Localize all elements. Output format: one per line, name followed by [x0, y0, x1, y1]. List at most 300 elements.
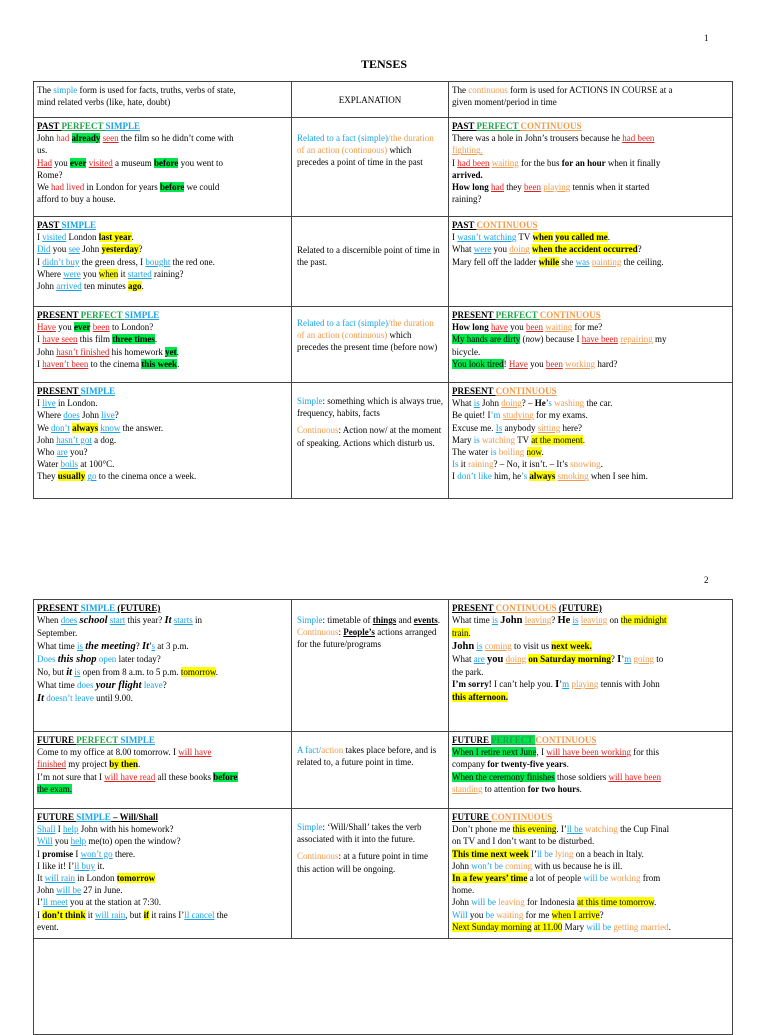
- text-run: tomorrow: [116, 873, 156, 884]
- text-run: watching: [584, 824, 618, 835]
- text-run: John: [500, 615, 523, 627]
- text-run: visited: [88, 157, 113, 168]
- cell-line-heading: [452, 734, 729, 746]
- text-run: is: [492, 615, 499, 626]
- text-run: doing: [501, 398, 522, 409]
- cell-line: [452, 243, 729, 255]
- text-run: ?: [599, 909, 604, 920]
- present-continuous-cell: [449, 383, 733, 499]
- cell-line: [452, 848, 729, 860]
- cell-line: [452, 422, 729, 434]
- text-run: for this: [630, 747, 659, 758]
- text-run: a lot of people: [527, 873, 584, 884]
- text-run: PERFECT: [491, 735, 536, 745]
- text-run: What time: [37, 640, 77, 651]
- text-run: I: [617, 653, 622, 665]
- cell-line-heading: [37, 602, 288, 614]
- text-run: TV: [516, 232, 533, 243]
- text-run: is: [490, 447, 497, 458]
- text-run: tennis with John: [598, 679, 660, 690]
- text-run: ? – No, it isn’t. – It’s: [493, 459, 571, 470]
- text-run: if: [143, 909, 150, 920]
- cell-line: [452, 640, 729, 653]
- cell-line: [452, 627, 729, 639]
- cell-line: [452, 470, 729, 482]
- text-run: company: [452, 759, 488, 770]
- cell-line: [452, 193, 729, 205]
- text-run: John: [37, 133, 57, 144]
- text-run: here?: [560, 422, 582, 433]
- text-run: Simple: [297, 822, 323, 832]
- text-run: sitting: [537, 422, 561, 433]
- text-run: is: [473, 434, 480, 445]
- text-run: waiting: [491, 157, 519, 168]
- text-run: continuous: [468, 85, 508, 95]
- explanation-text: [297, 317, 443, 354]
- cell-line: [37, 848, 288, 860]
- text-run: doing: [509, 244, 530, 255]
- present-explanation: [292, 383, 449, 499]
- cell-line: [452, 397, 729, 409]
- explanation-block: [297, 821, 443, 845]
- text-run: finished: [37, 759, 66, 770]
- text-run: lying: [555, 848, 574, 859]
- cell-line: [37, 280, 288, 292]
- present-perfect-explanation: [292, 307, 449, 383]
- text-run: He: [557, 615, 571, 627]
- text-run: start: [109, 615, 126, 626]
- cell-line: [452, 231, 729, 243]
- text-run: working: [610, 873, 641, 884]
- cell-line: [37, 169, 288, 181]
- text-run: Shall: [37, 824, 56, 835]
- text-run: SIMPLE: [105, 121, 141, 131]
- text-run: on a beach in Italy.: [573, 848, 644, 859]
- text-run: is: [572, 615, 579, 626]
- cell-line: [452, 835, 729, 847]
- text-run: will have: [178, 747, 212, 758]
- text-run: this year?: [125, 615, 165, 626]
- cell-line: [452, 884, 729, 896]
- text-run: John: [479, 398, 502, 409]
- text-run: Have: [37, 322, 56, 333]
- text-run: is: [74, 667, 81, 678]
- cell-line: [452, 256, 729, 268]
- text-run: for the bus: [518, 157, 562, 168]
- text-run: washing: [554, 398, 585, 409]
- text-run: Be quiet! I: [452, 410, 491, 421]
- text-run: I: [452, 232, 458, 243]
- text-run: ever: [74, 322, 91, 333]
- text-run: ll cancel: [184, 909, 215, 920]
- header-explanation: [292, 82, 449, 118]
- text-run: The water: [452, 447, 491, 458]
- text-run: was: [575, 256, 590, 267]
- text-run: SIMPLE: [120, 735, 155, 745]
- cell-line-heading: [452, 811, 729, 823]
- text-run: the: [214, 909, 228, 920]
- text-run: see: [68, 244, 80, 255]
- cell-line: [452, 614, 729, 627]
- text-run: playing: [543, 182, 571, 193]
- text-run: The: [452, 85, 469, 95]
- text-run: PRESENT: [37, 310, 81, 320]
- text-run: ll be: [537, 848, 553, 859]
- text-run: me(to) open the window?: [86, 836, 181, 847]
- text-run: SIMPLE: [80, 386, 116, 396]
- text-run: CONTINUOUS: [495, 603, 559, 613]
- text-run: . I’: [556, 824, 567, 835]
- text-run: I: [37, 358, 43, 369]
- text-run: arrived.: [452, 169, 483, 180]
- text-run: you called me: [555, 232, 608, 243]
- text-run: have seen: [42, 334, 78, 345]
- explanation-text: [297, 744, 443, 768]
- text-run: My hands are dirty: [452, 334, 521, 345]
- text-run: when I see him.: [588, 471, 648, 482]
- explanation-block: [297, 850, 443, 874]
- present-simple-cell: [34, 383, 292, 499]
- text-run: : ‘Will/Shall’ takes the verb associated with it into the future.: [297, 822, 422, 845]
- text-run: and: [396, 615, 414, 625]
- text-run: help: [63, 824, 79, 835]
- text-run: Where: [37, 268, 64, 279]
- cell-line: [37, 470, 288, 482]
- future-explanation: [292, 809, 449, 939]
- text-run: always: [529, 471, 556, 482]
- cell-line-heading: [452, 120, 729, 132]
- text-run: this shop: [57, 653, 97, 665]
- text-run: waiting: [545, 322, 573, 333]
- text-run: .: [600, 459, 603, 470]
- text-run: People’s: [343, 627, 375, 638]
- text-run: were: [473, 244, 492, 255]
- text-run: They: [37, 471, 58, 482]
- text-run: your flight: [95, 680, 142, 692]
- text-run: SIMPLE: [80, 603, 118, 613]
- text-run: m: [624, 653, 632, 664]
- text-run: you?: [67, 447, 88, 458]
- text-run: I: [37, 256, 43, 267]
- text-run: raining: [468, 459, 494, 470]
- text-run: the ceiling.: [621, 256, 664, 267]
- text-run: PAST: [37, 121, 62, 131]
- cell-line: [452, 783, 729, 795]
- past-continuous-cell: [449, 217, 733, 307]
- text-run: which precedes a point of time in the past: [297, 145, 423, 168]
- text-run: this week: [141, 358, 178, 369]
- text-run: PERFECT: [80, 310, 125, 320]
- text-run: had lived: [51, 182, 85, 193]
- text-run: she: [559, 256, 576, 267]
- text-run: for an hour: [561, 157, 606, 168]
- text-run: I: [37, 398, 43, 409]
- text-run: I: [73, 848, 81, 859]
- page-title: TENSES: [360, 57, 408, 71]
- text-run: home.: [452, 885, 475, 896]
- text-run: .: [131, 232, 134, 243]
- text-run: started: [127, 268, 152, 279]
- text-run: ) because I: [540, 334, 582, 345]
- text-run: does: [60, 615, 78, 626]
- text-run: .: [468, 628, 471, 639]
- text-run: I: [37, 848, 43, 859]
- text-run: .: [607, 232, 611, 243]
- cell-line: [37, 397, 288, 409]
- cell-line: [452, 872, 729, 884]
- future-simple-cell: [34, 809, 292, 939]
- text-run: you: [527, 358, 546, 369]
- text-run: had: [491, 182, 505, 193]
- text-run: coming: [484, 640, 512, 651]
- cell-line: [452, 653, 729, 666]
- text-run: when: [532, 232, 554, 243]
- text-run: before: [160, 182, 185, 193]
- text-run: his homework: [109, 346, 166, 357]
- tenses-table-page2: [33, 599, 733, 1035]
- text-run: afford to buy a house.: [37, 194, 116, 205]
- text-run: you: [467, 909, 486, 920]
- cell-line: [452, 321, 729, 333]
- text-run: you: [80, 268, 99, 279]
- row-past-perfect: [34, 118, 733, 217]
- text-run: ’m: [490, 410, 501, 421]
- text-run: seen: [102, 133, 119, 144]
- text-run: it.: [95, 860, 105, 871]
- text-run: PAST: [452, 220, 477, 230]
- text-run: I: [452, 471, 458, 482]
- explanation-text: [297, 244, 443, 268]
- text-run: ?: [637, 244, 642, 255]
- text-run: the car.: [584, 398, 613, 409]
- text-run: the answer.: [120, 422, 164, 433]
- text-run: you: [52, 836, 71, 847]
- text-run: were: [63, 268, 81, 279]
- row-future: [34, 809, 733, 939]
- text-run: you: [508, 322, 527, 333]
- explanation-block: [297, 614, 443, 651]
- text-run: been: [524, 182, 542, 193]
- text-run: ten minutes: [81, 281, 128, 292]
- text-run: will have been working: [546, 747, 631, 758]
- text-run: doing: [505, 653, 527, 664]
- text-run: are: [473, 653, 485, 664]
- text-run: when it finally: [605, 157, 661, 168]
- text-run: the exam.: [37, 783, 72, 794]
- text-run: open: [98, 653, 117, 664]
- text-run: ago: [128, 281, 142, 292]
- text-run: Where: [37, 410, 64, 421]
- text-run: live: [42, 398, 56, 409]
- future-continuous-cell: [449, 809, 733, 939]
- text-run: Related to a fact (simple): [297, 133, 388, 143]
- text-run: ll be: [566, 824, 583, 835]
- text-run: Continuous: [297, 425, 339, 436]
- text-run: PRESENT: [37, 603, 81, 613]
- text-run: the midnight: [620, 615, 667, 626]
- text-run: you went to: [178, 157, 224, 168]
- text-run: for me: [523, 909, 552, 920]
- text-run: I: [37, 909, 43, 920]
- text-run: How long: [452, 322, 489, 333]
- text-run: John: [37, 885, 57, 896]
- cell-line: [37, 144, 288, 156]
- text-run: Had: [37, 157, 52, 168]
- text-run: CONTINUOUS: [535, 735, 597, 745]
- text-run: him, he: [491, 471, 522, 482]
- text-run: when the accident occurred: [532, 244, 638, 255]
- text-run: before: [213, 771, 238, 782]
- text-run: is: [476, 640, 483, 651]
- text-run: form is used for facts, truths, verbs of state,: [77, 85, 236, 95]
- text-run: wasn’t watching: [457, 232, 517, 243]
- text-run: a museum: [112, 157, 154, 168]
- text-run: /the duration of an action (continuous): [297, 133, 434, 156]
- text-run: we could: [184, 182, 220, 193]
- text-run: always: [72, 422, 99, 433]
- header-continuous: [449, 82, 733, 118]
- header-row: [34, 82, 733, 118]
- text-run: to: [654, 653, 664, 664]
- text-run: hasn’t finished: [56, 346, 110, 357]
- text-run: at 11.00: [533, 921, 563, 932]
- text-run: is: [77, 640, 84, 651]
- text-run: A fact/: [297, 745, 322, 755]
- cell-line: [452, 678, 729, 691]
- text-run: form is used for ACTIONS IN COURSE at a: [507, 85, 673, 95]
- text-run: How long: [452, 182, 489, 193]
- text-run: leave: [143, 680, 163, 691]
- cell-line-heading: [452, 84, 729, 96]
- text-run: for my exams.: [533, 410, 588, 421]
- text-run: on: [607, 615, 621, 626]
- cell-line: [37, 872, 288, 884]
- cell-line: [37, 627, 288, 639]
- row-present-perfect: [34, 307, 733, 383]
- text-run: you: [52, 157, 70, 168]
- text-run: events: [413, 615, 438, 625]
- text-run: Mary fell off the ladder: [452, 256, 539, 267]
- text-run: when I arrive: [551, 909, 600, 920]
- cell-line: [452, 691, 729, 703]
- text-run: .: [541, 447, 544, 458]
- text-run: PERFECT: [76, 735, 121, 745]
- text-run: ?: [138, 244, 143, 255]
- text-run: getting: [613, 921, 639, 932]
- header-simple: [34, 82, 292, 118]
- text-run: repairing: [620, 334, 653, 345]
- text-run: What time: [37, 680, 77, 691]
- cell-line: [37, 835, 288, 847]
- text-run: things: [372, 615, 397, 625]
- row-past: [34, 217, 733, 307]
- text-run: .: [177, 358, 180, 369]
- text-run: Will: [37, 836, 53, 847]
- cell-line-heading: [37, 84, 288, 96]
- text-run: smoking: [557, 471, 589, 482]
- text-run: John: [452, 897, 472, 908]
- cell-line: [37, 458, 288, 470]
- text-run: will be: [583, 873, 609, 884]
- text-run: this afternoon.: [452, 692, 508, 703]
- text-run: those soldiers: [554, 771, 609, 782]
- text-run: bought: [145, 256, 171, 267]
- text-run: don’t like: [457, 471, 492, 482]
- text-run: now: [526, 447, 542, 458]
- text-run: don’t think: [42, 909, 86, 920]
- text-run: PERFECT: [495, 310, 540, 320]
- text-run: John: [37, 434, 57, 445]
- text-run: haven’t been: [42, 358, 89, 369]
- page-number-2: 2: [704, 575, 709, 585]
- text-run: mind related verbs (like, hate, doubt): [37, 97, 171, 108]
- text-run: (: [520, 334, 526, 345]
- text-run: you: [487, 653, 504, 665]
- past-simple-cell: [34, 217, 292, 307]
- text-run: Excuse me.: [452, 422, 496, 433]
- cell-line: [37, 157, 288, 169]
- cell-line: [452, 409, 729, 421]
- text-run: PRESENT: [37, 386, 81, 396]
- text-run: to London?: [109, 322, 154, 333]
- cell-line: [37, 758, 288, 770]
- text-run: FUTURE: [37, 735, 77, 745]
- text-run: doesn’t leave: [46, 693, 94, 704]
- text-run: ’: [545, 398, 549, 409]
- cell-line-heading: [37, 734, 288, 746]
- text-run: TV: [515, 434, 532, 445]
- text-run: my: [652, 334, 667, 345]
- cell-line: [37, 346, 288, 358]
- text-run: yesterday: [101, 244, 139, 255]
- text-run: at this time tomorrow: [577, 897, 655, 908]
- text-run: He: [534, 398, 546, 409]
- text-run: .: [176, 346, 179, 357]
- text-run: I: [37, 232, 43, 243]
- text-run: September.: [37, 628, 78, 639]
- cell-line: [37, 896, 288, 908]
- text-run: have: [491, 322, 509, 333]
- text-run: last year: [98, 232, 132, 243]
- text-run: don’t: [51, 422, 70, 433]
- text-run: boils: [60, 459, 79, 470]
- text-run: Come to my office at 8.00 tomorrow. I: [37, 747, 179, 758]
- cell-line: [37, 268, 288, 280]
- text-run: What: [452, 398, 474, 409]
- text-run: Continuous: [297, 627, 339, 638]
- text-run: will be: [56, 885, 82, 896]
- cell-line: [37, 884, 288, 896]
- future-perfect-simple-cell: [34, 732, 292, 809]
- text-run: : Action now/ at the moment of speaking. Actions which disturb us.: [297, 425, 442, 448]
- text-run: will rain: [44, 873, 75, 884]
- present-future-explanation: [292, 600, 449, 732]
- text-run: SIMPLE: [76, 812, 111, 822]
- text-run: in London: [75, 873, 117, 884]
- text-run: had been: [457, 157, 490, 168]
- text-run: won’t go: [80, 848, 113, 859]
- cell-line: [37, 653, 288, 666]
- cell-line: [37, 679, 288, 692]
- past-perfect-simple-cell: [34, 118, 292, 217]
- text-run: I’m sorry!: [452, 679, 492, 690]
- text-run: ll buy: [74, 860, 96, 871]
- text-run: will rain: [95, 909, 126, 920]
- text-run: before: [153, 157, 179, 168]
- text-run: Related to a fact (simple): [297, 318, 388, 328]
- cell-line: [37, 243, 288, 255]
- present-continuous-future-cell: [449, 600, 733, 732]
